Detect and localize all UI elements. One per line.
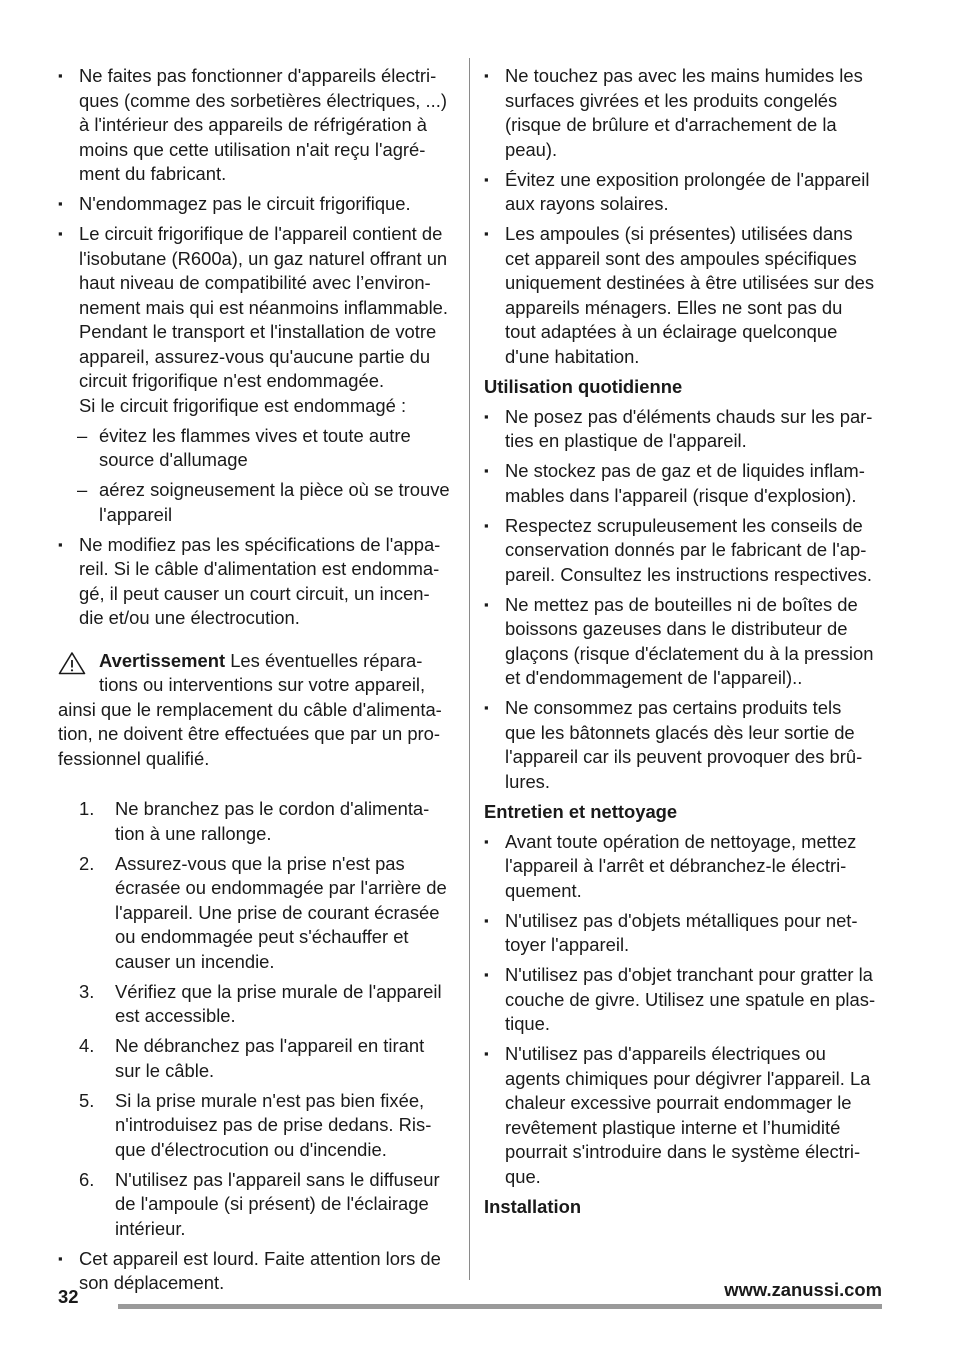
item-number: 2. (79, 852, 95, 874)
bullet-ampoules: ▪ Les ampoules (si présentes) utilisées dans cet appareil sont des ampoules spécifiques uniquement destinées à être utilisées sur des appareils ménagers. Elles ne sont pas du tout adaptées à un éclairage quelconque d'une habitation. (484, 222, 884, 369)
item-number: 5. (79, 1089, 95, 1111)
list-item: ▪ N'utilisez pas d'objets métalliques pour net- toyer l'appareil. (484, 909, 884, 958)
dash-flammes: – évitez les flammes vives et toute autre source d'allumage (58, 424, 456, 473)
warning-block (58, 649, 456, 772)
numbered-item (58, 852, 456, 975)
bullet-mains-humides: ▪ Ne touchez pas avec les mains humides les surfaces givrées et les produits congelés (risque de brûlure et d'arrachement de la peau). (484, 64, 884, 162)
bullet-isobutane: ▪ Le circuit frigorifique de l'appareil contient de l'isobutane (R600a), un gaz naturel offrant un haut niveau de compatibilité avec l’environ- nement mais qui est néanmoins inflammable. Pendant le transport et l'installation de votre appareil, assurez-vous qu'aucune partie du circuit frigorifique n'est endommagée. Si le circuit frigorifique est endommagé : (58, 222, 456, 418)
numbered-item (58, 797, 456, 846)
item-text: Assurez-vous que la prise n'est pas écrasée ou endommagée par l'arrière de l'appareil. Une prise de courant écrasée ou endommagée peut s'échauffer et causer un incendie. (115, 852, 447, 972)
heading-installation: Installation (484, 1195, 582, 1217)
item-number: 6. (79, 1168, 95, 1190)
right-column (484, 64, 884, 1225)
list-item: ▪ Ne stockez pas de gaz et de liquides inflam- mables dans l'appareil (risque d'explosion). (484, 459, 884, 508)
footer-rule (118, 1304, 882, 1309)
left-column (58, 64, 456, 1301)
bullet-sorbetieres: ▪ Ne faites pas fonctionner d'appareils électri- ques (comme des sorbetières électriques, ...) à l'intérieur des appareils de réfrigération à moins que cette utilisation n'ait reçu l'agré- ment du fabricant. (58, 64, 456, 187)
item-text: Ne débranchez pas l'appareil en tirant sur le câble. (115, 1035, 425, 1081)
list-item: ▪ Ne mettez pas de bouteilles ni de boîtes de boissons gazeuses dans le distributeur de glaçons (risque d'éclatement du à la pression et d'endommagement de l'appareil).. (484, 593, 884, 691)
numbered-item (58, 1089, 456, 1163)
warning-triangle-icon (58, 651, 86, 675)
warning-lead (58, 649, 456, 698)
numbered-item (58, 1168, 456, 1242)
warning-text-2: ainsi que le remplacement du câble d'alimenta- tion, ne doivent être effectuées que par un pro- fessionnel qualifié. (58, 698, 442, 769)
bullet-lourd: ▪ Cet appareil est lourd. Faite attention lors de son déplacement. (58, 1247, 456, 1296)
warning-title: Avertissement (99, 649, 226, 671)
warning-text-1: Les éventuelles répara- tions ou interventions sur votre appareil, (99, 649, 426, 695)
numbered-item (58, 1034, 456, 1083)
list-item: ▪ Avant toute opération de nettoyage, mettez l'appareil à l'arrêt et débranchez-le électri- quement. (484, 830, 884, 904)
list-item: ▪ N'utilisez pas d'objet tranchant pour gratter la couche de givre. Utilisez une spatule en plas- tique. (484, 963, 884, 1037)
item-text: Si la prise murale n'est pas bien fixée, n'introduisez pas de prise dedans. Ris- que d'électrocution ou d'incendie. (115, 1089, 432, 1160)
dash-aerez: – aérez soigneusement la pièce où se trouve l'appareil (58, 478, 456, 527)
column-divider (469, 58, 470, 1280)
item-text: Vérifiez que la prise murale de l'appareil est accessible. (115, 980, 442, 1026)
heading-utilisation-quotidienne: Utilisation quotidienne (484, 375, 683, 397)
bullet-specifications: ▪ Ne modifiez pas les spécifications de l'appa- reil. Si le câble d'alimentation est endomma- gé, il peut causer un court circuit, un incen- die et/ou une électrocution. (58, 533, 456, 631)
bullet-rayons-solaires: ▪ Évitez une exposition prolongée de l'appareil aux rayons solaires. (484, 168, 884, 217)
list-item: ▪ N'utilisez pas d'appareils électriques ou agents chimiques pour dégivrer l'appareil. La chaleur excessive pourrait endommager le revêtement plastique interne et l’humidité pourrait s'introduire dans le système électri- que. (484, 1042, 884, 1189)
item-text: N'utilisez pas l'appareil sans le diffuseur de l'ampoule (si présent) de l'éclairage intérieur. (115, 1168, 440, 1239)
page-number: 32 (58, 1286, 79, 1307)
bullet-circuit: ▪ N'endommagez pas le circuit frigorifique. (58, 192, 456, 217)
footer-url: www.zanussi.com (724, 1279, 882, 1300)
item-number: 4. (79, 1035, 95, 1056)
list-item: ▪ Ne posez pas d'éléments chauds sur les par- ties en plastique de l'appareil. (484, 405, 884, 454)
item-number: 1. (79, 798, 95, 819)
list-item: ▪ Ne consommez pas certains produits tels que les bâtonnets glacés dès leur sortie de l'appareil car ils peuvent provoquer des brû- lures. (484, 696, 884, 794)
item-number: 3. (79, 980, 95, 1002)
list-item: ▪ Respectez scrupuleusement les conseils de conservation donnés par le fabricant de l'ap- pareil. Consultez les instructions respectives. (484, 514, 884, 588)
numbered-item (58, 980, 456, 1029)
item-text: Ne branchez pas le cordon d'alimenta- tion à une rallonge. (115, 798, 430, 844)
heading-entretien-nettoyage: Entretien et nettoyage (484, 800, 678, 822)
